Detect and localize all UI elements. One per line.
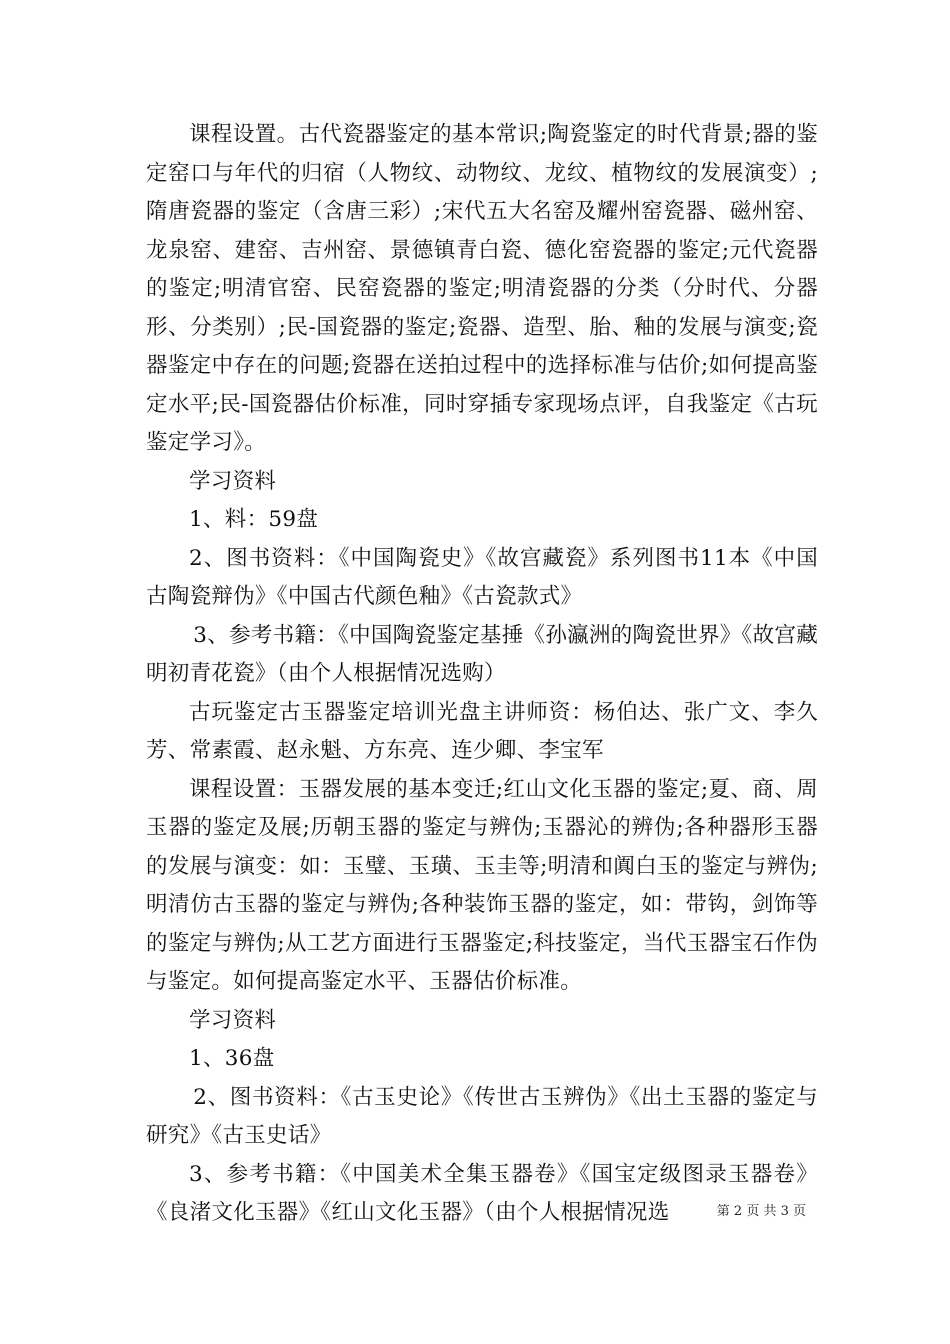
paragraph-porcelain-books: 2、图书资料：《中国陶瓷史》《故宫藏瓷》系列图书11本《中国古陶瓷辩伪》《中国古代颜色釉》《古瓷款式》 <box>146 545 818 609</box>
paragraph-jade-references: 3、参考书籍：《中国美术全集玉器卷》《国宝定级图录玉器卷》《良渚文化玉器》《红山文化玉器》（由个人根据情况选 <box>146 1161 818 1225</box>
paragraph-study-materials-heading-2: 学习资料 <box>189 1007 277 1033</box>
paragraph-jade-books: 2、图书资料：《古玉史论》《传世古玉辨伪》《出土玉器的鉴定与研究》《古玉史话》 <box>146 1084 818 1148</box>
paragraph-study-materials-heading: 学习资料 <box>189 468 277 494</box>
paragraph-porcelain-references: 3、参考书籍：《中国陶瓷鉴定基捶《孙瀛洲的陶瓷世界》《故宫藏明初青花瓷》（由个人根据情况选购） <box>146 622 818 686</box>
paragraph-porcelain-course: 课程设置。古代瓷器鉴定的基本常识;陶瓷鉴定的时代背景;器的鉴定窑口与年代的归宿（人物纹、动物纹、龙纹、植物纹的发展演变）;隋唐瓷器的鉴定（含唐三彩）;宋代五大名窑及耀州窑瓷器、磁州窑、龙泉窑、建窑、吉州窑、景德镇青白瓷、德化窑瓷器的鉴定;元代瓷器的鉴定;明清官窑、民窑瓷器的鉴定;明清瓷器的分类（分时代、分器形、分类别）;民-国瓷器的鉴定;瓷器、造型、胎、釉的发展与演变;瓷器鉴定中存在的问题;瓷器在送拍过程中的选择标准与估价;如何提高鉴定水平;民-国瓷器估价标准，同时穿插专家现场点评，自我鉴定《古玩鉴定学习》。 <box>146 122 818 455</box>
paragraph-jade-course: 课程设置：玉器发展的基本变迁;红山文化玉器的鉴定;夏、商、周玉器的鉴定及展;历朝玉器的鉴定与辨伪;玉器沁的辨伪;各种器形玉器的发展与演变：如：玉璧、玉璜、玉圭等;明清和阗白玉的鉴定与辨伪;明清仿古玉器的鉴定与辨伪;各种装饰玉器的鉴定，如：带钩，剑饰等的鉴定与辨伪;从工艺方面进行玉器鉴定;科技鉴定，当代玉器宝石作伪与鉴定。如何提高鉴定水平、玉器估价标准。 <box>146 776 818 994</box>
paragraph-porcelain-discs: 1、料：59盘 <box>189 507 319 532</box>
document-body <box>146 116 818 1233</box>
page-number-footer: 第 2 页 共 3 页 <box>716 1204 806 1219</box>
paragraph-jade-discs: 1、36盘 <box>189 1046 275 1071</box>
paragraph-jade-instructors: 古玩鉴定古玉器鉴定培训光盘主讲师资：杨伯达、张广文、李久芳、常素霞、赵永魁、方东亮、连少卿、李宝军 <box>146 699 818 763</box>
